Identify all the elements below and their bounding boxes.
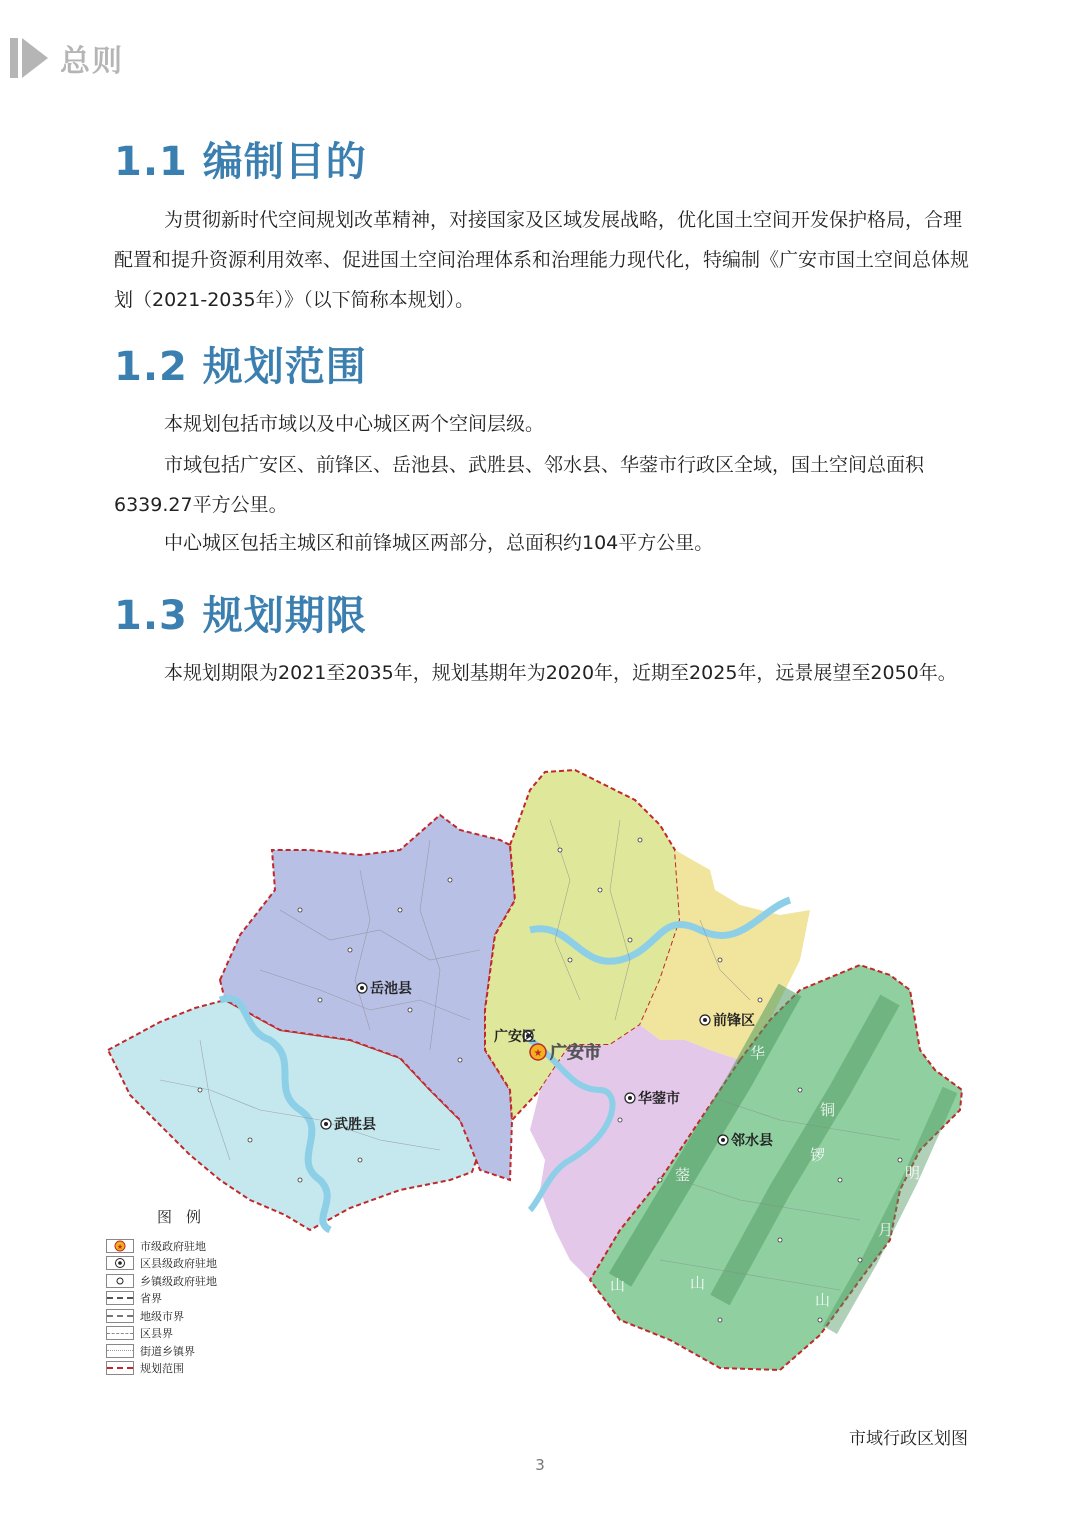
legend-label: 区县界 — [140, 1327, 173, 1341]
map-label-qianfeng: 前锋区 — [713, 1013, 755, 1029]
map-label-wusheng: 武胜县 — [334, 1117, 376, 1133]
legend-item — [106, 1255, 266, 1273]
map-label-yuechi: 岳池县 — [370, 981, 412, 997]
mountain-char-mingyue-1: 明 — [905, 1164, 921, 1182]
map-caption: 市域行政区划图 — [849, 1429, 968, 1449]
legend-item — [106, 1272, 266, 1290]
paragraph-purpose: 为贯彻新时代空间规划改革精神，对接国家及区域发展战略，优化国土空间开发保护格局，合理配置和提升资源利用效率、促进国土空间治理体系和治理能力现代化，特编制《广安市国土空间总体规划（2021-2035年）》（以下简称本规划）。 — [114, 209, 970, 311]
legend-item — [106, 1325, 266, 1343]
mountain-char-tongluo-2: 锣 — [810, 1146, 826, 1164]
legend-label: 街道乡镇界 — [140, 1344, 195, 1358]
planning-scope-line — [106, 1361, 134, 1375]
legend-item — [106, 1360, 266, 1378]
mountain-char-mingyue-3: 山 — [815, 1291, 831, 1309]
paragraph-period: 本规划期限为2021至2035年，规划基期年为2020年，近期至2025年，远景展望至2050年。 — [164, 662, 957, 684]
legend-item — [106, 1307, 266, 1325]
town-boundary-line — [106, 1344, 134, 1358]
svg-text:★: ★ — [116, 1242, 124, 1251]
map-label-linshui: 邻水县 — [731, 1133, 773, 1149]
paragraph-scope-center: 中心城区包括主城区和前锋城区两部分，总面积约104平方公里。 — [164, 532, 714, 554]
mountain-char-huaying-2: 蓥 — [675, 1166, 691, 1184]
legend-label: 乡镇级政府驻地 — [140, 1274, 217, 1288]
map-label-guangan-district: 广安区 — [494, 1029, 536, 1045]
legend-label: 省界 — [140, 1292, 162, 1306]
header-bar-decoration — [10, 38, 18, 78]
heading-1-3: 1.3 规划期限 — [114, 593, 367, 639]
mountain-char-tongluo-1: 铜 — [820, 1101, 836, 1119]
county-seat-icon — [106, 1256, 134, 1270]
mountain-char-huaying-3: 山 — [610, 1276, 626, 1294]
legend-item — [106, 1237, 266, 1255]
legend-title: 图例 — [156, 1208, 215, 1226]
city-seat-marker — [530, 1044, 546, 1060]
legend-label: 区县级政府驻地 — [140, 1257, 217, 1271]
legend-item — [106, 1342, 266, 1360]
map-label-huaying: 华蓥市 — [638, 1091, 680, 1107]
province-boundary-line — [106, 1291, 134, 1305]
mountain-char-tongluo-3: 山 — [690, 1274, 706, 1292]
city-seat-icon — [106, 1239, 134, 1253]
paragraph-scope-levels: 本规划包括市域以及中心城区两个空间层级。 — [164, 413, 545, 435]
heading-1-1: 1.1 编制目的 — [114, 139, 367, 185]
prefecture-boundary-line — [106, 1309, 134, 1323]
legend-item — [106, 1290, 266, 1308]
town-seat-icon — [106, 1274, 134, 1288]
map-label-guangan-city: 广安市 — [550, 1043, 601, 1063]
header-arrow-icon — [22, 38, 48, 78]
header-title: 总则 — [60, 44, 124, 79]
paragraph-scope-area: 市域包括广安区、前锋区、岳池县、武胜县、邻水县、华蓥市行政区全域，国土空间总面积6339.27平方公里。 — [114, 454, 925, 516]
legend-label: 规划范围 — [140, 1362, 184, 1376]
heading-1-2: 1.2 规划范围 — [114, 344, 367, 390]
map-legend — [106, 1206, 266, 1377]
section-header — [10, 36, 124, 80]
page-number: 3 — [535, 1456, 545, 1474]
svg-text:★: ★ — [533, 1048, 543, 1059]
county-boundary-line — [106, 1326, 134, 1340]
legend-label: 地级市界 — [140, 1309, 184, 1323]
legend-label: 市级政府驻地 — [140, 1239, 206, 1253]
mountain-char-mingyue-2: 月 — [878, 1221, 894, 1239]
mountain-char-huaying-1: 华 — [750, 1044, 766, 1062]
